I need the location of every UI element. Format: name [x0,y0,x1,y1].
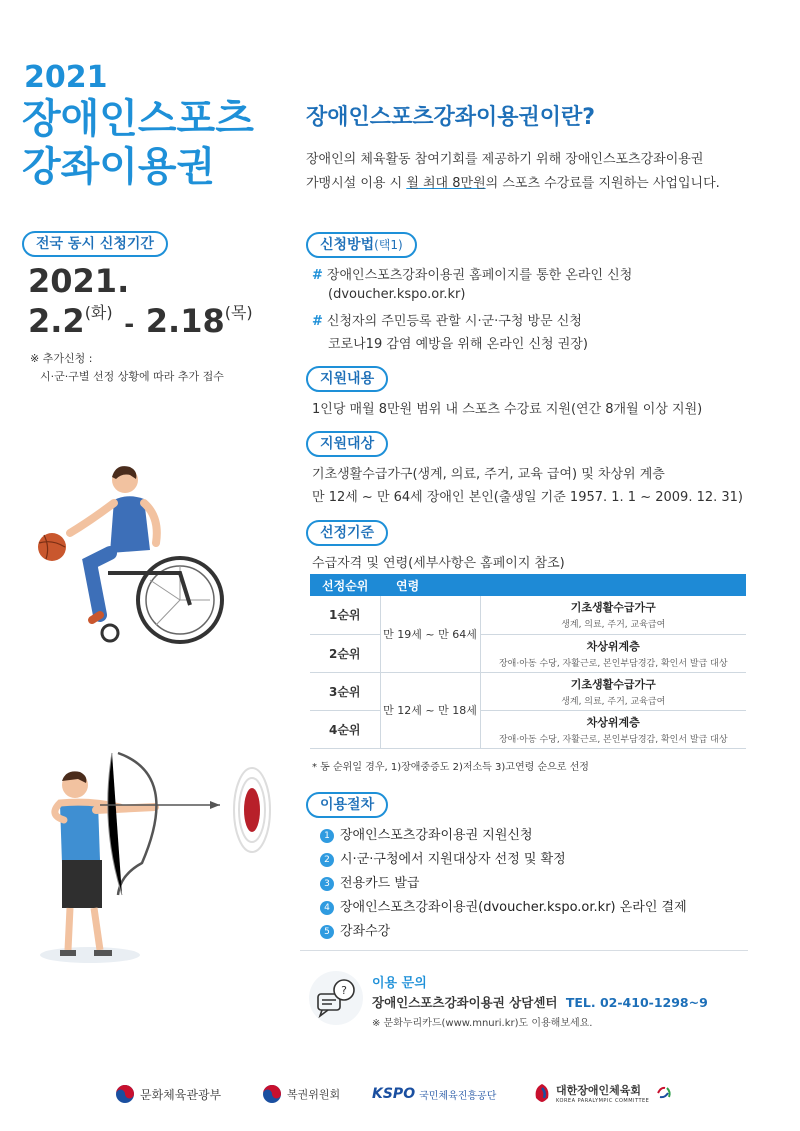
step-text: 장애인스포츠강좌이용권(dvoucher.kspo.or.kr) 온라인 결제 [340,900,687,915]
target-line1: 기초생활수급가구(생계, 의료, 주거, 교육 급여) 및 차상위 계층 [312,467,665,482]
kspo-logo [372,1086,496,1102]
criteria-label: 선정기준 [306,520,388,546]
criteria-table [310,574,746,749]
contact-tel: TEL. 02-410-1298~9 [565,995,708,1010]
mcst-name: 문화체육관광부 [140,1087,222,1102]
rank-2: 2순위 [310,634,380,672]
kspo-name: 국민체육진흥공단 [419,1090,497,1102]
step-number-icon: 3 [320,877,334,891]
intro-highlight: 월 최대 8만원 [406,176,486,191]
agitos-icon [655,1084,673,1102]
procedure-step-4 [320,896,687,915]
table-row [480,596,746,634]
kspo-mark: KSPO [372,1086,416,1102]
target-line2: 만 12세 ~ 만 64세 장애인 본인(출생일 기준 1957. 1. 1 ~ 2009. 12. 31) [312,490,744,505]
row1-detail: 생계, 의료, 주거, 교육급여 [561,620,666,631]
table-row [480,634,746,672]
rank-4: 4순위 [310,710,380,748]
kpc-name: 대한장애인체육회 [556,1084,642,1097]
intro-line1: 장애인의 체육활동 참여기회를 제공하기 위해 장애인스포츠강좌이용권 [306,152,704,167]
intro-line2 [306,172,720,191]
step-text: 전용카드 발급 [340,876,420,891]
row2-category: 차상위계층 [586,639,640,653]
period-year: 2021. [28,262,130,300]
row3-detail: 생계, 의료, 주거, 교육급여 [561,696,666,707]
taegeuk-icon [262,1084,282,1104]
step-text: 강좌수강 [340,924,391,939]
hash-icon: # [312,268,323,283]
contact-line [372,993,708,1011]
apply-item2 [312,310,582,329]
period-end-day: (목) [224,303,253,322]
step-number-icon: 1 [320,829,334,843]
step-text: 장애인스포츠강좌이용권 지원신청 [340,828,533,843]
criteria-note: * 동 순위일 경우, 1)장애중증도 2)저소득 3)고연령 순으로 선정 [312,762,589,773]
main-title-line1: 장애인스포츠 [22,96,254,142]
step-number-icon: 4 [320,901,334,915]
procedure-step-3 [320,872,419,891]
wheelchair-basketball-illustration [30,455,230,655]
bokgwon-name: 복권위원회 [287,1088,341,1101]
kpc-logo [532,1082,673,1104]
period-dates [28,300,253,340]
extra-apply-title: ※ 추가신청 : [30,352,93,365]
target-label: 지원대상 [306,431,388,457]
age-group-1: 만 19세 ~ 만 64세 [380,596,480,672]
step-number-icon: 5 [320,925,334,939]
procedure-label: 이용절차 [306,792,388,818]
taegeuk-icon [115,1084,135,1104]
table-row [480,710,746,748]
rank-3: 3순위 [310,672,380,710]
col-age-header: 연령 [380,574,480,596]
divider [300,950,748,951]
svg-text:?: ? [341,984,347,997]
procedure-step-2 [320,848,566,867]
hash-icon: # [312,314,323,329]
extra-apply-text: 시·군·구별 선정 상황에 따라 추가 접수 [40,370,224,383]
apply-item2-text: 신청자의 주민등록 관할 시·군·구청 방문 신청 [326,314,582,329]
step-number-icon: 2 [320,853,334,867]
support-label: 지원내용 [306,366,388,392]
intro-line2-a: 가맹시설 이용 시 [306,176,407,191]
main-title-line2: 강좌이용권 [22,144,216,190]
procedure-step-5 [320,920,390,939]
apply-item2-note: 코로나19 감염 예방을 위해 온라인 신청 권장) [328,337,588,352]
table-row [480,672,746,710]
rank-1: 1순위 [310,596,380,634]
period-label: 전국 동시 신청기간 [22,231,168,257]
mcst-logo [115,1084,221,1104]
procedure-step-1 [320,824,533,843]
kpc-name-en: KOREA PARALYMPIC COMMITTEE [556,1098,650,1104]
age-group-2: 만 12세 ~ 만 18세 [380,672,480,748]
intro-heading: 장애인스포츠강좌이용권이란? [306,105,596,130]
contact-note: ※ 문화누리카드(www.mnuri.kr)도 이용해보세요. [372,1018,593,1029]
row1-category: 기초생활수급가구 [570,601,656,615]
step-text: 시·군·구청에서 지원대상자 선정 및 확정 [340,852,566,867]
row2-detail: 장애·아동 수당, 자활근로, 본인부담경감, 확인서 발급 대상 [498,658,728,669]
apply-label-sub: (택1) [374,238,403,252]
kpc-emblem-icon [532,1082,552,1104]
row4-category: 차상위계층 [586,715,640,729]
period-dash: - [124,310,135,338]
col-rank-header: 선정순위 [310,574,380,596]
apply-item1-text: 장애인스포츠강좌이용권 홈페이지를 통한 온라인 신청 [326,268,633,283]
apply-item1-url: (dvoucher.kspo.or.kr) [328,287,466,302]
contact-title: 이용 문의 [372,976,427,991]
bokgwon-logo [262,1084,340,1104]
period-start-day: (화) [84,303,113,322]
intro-line2-c: 의 스포츠 수강료를 지원하는 사업입니다. [485,176,720,191]
period-end: 2.18 [145,302,225,340]
chat-help-icon [308,970,364,1026]
period-start: 2.2 [28,302,85,340]
apply-label [306,232,417,258]
year-title: 2021 [24,60,108,95]
criteria-sub: 수급자격 및 연령(세부사항은 홈페이지 참조) [312,556,565,571]
apply-item1 [312,264,632,283]
apply-label-text: 신청방법 [320,237,375,253]
archery-target-icon [232,765,272,855]
support-text: 1인당 매월 8만원 범위 내 스포츠 수강료 지원(연간 8개월 이상 지원) [312,402,703,417]
row4-detail: 장애·아동 수당, 자활근로, 본인부담경감, 확인서 발급 대상 [498,734,728,745]
row3-category: 기초생활수급가구 [570,677,656,691]
contact-center: 장애인스포츠강좌이용권 상담센터 [372,995,558,1010]
